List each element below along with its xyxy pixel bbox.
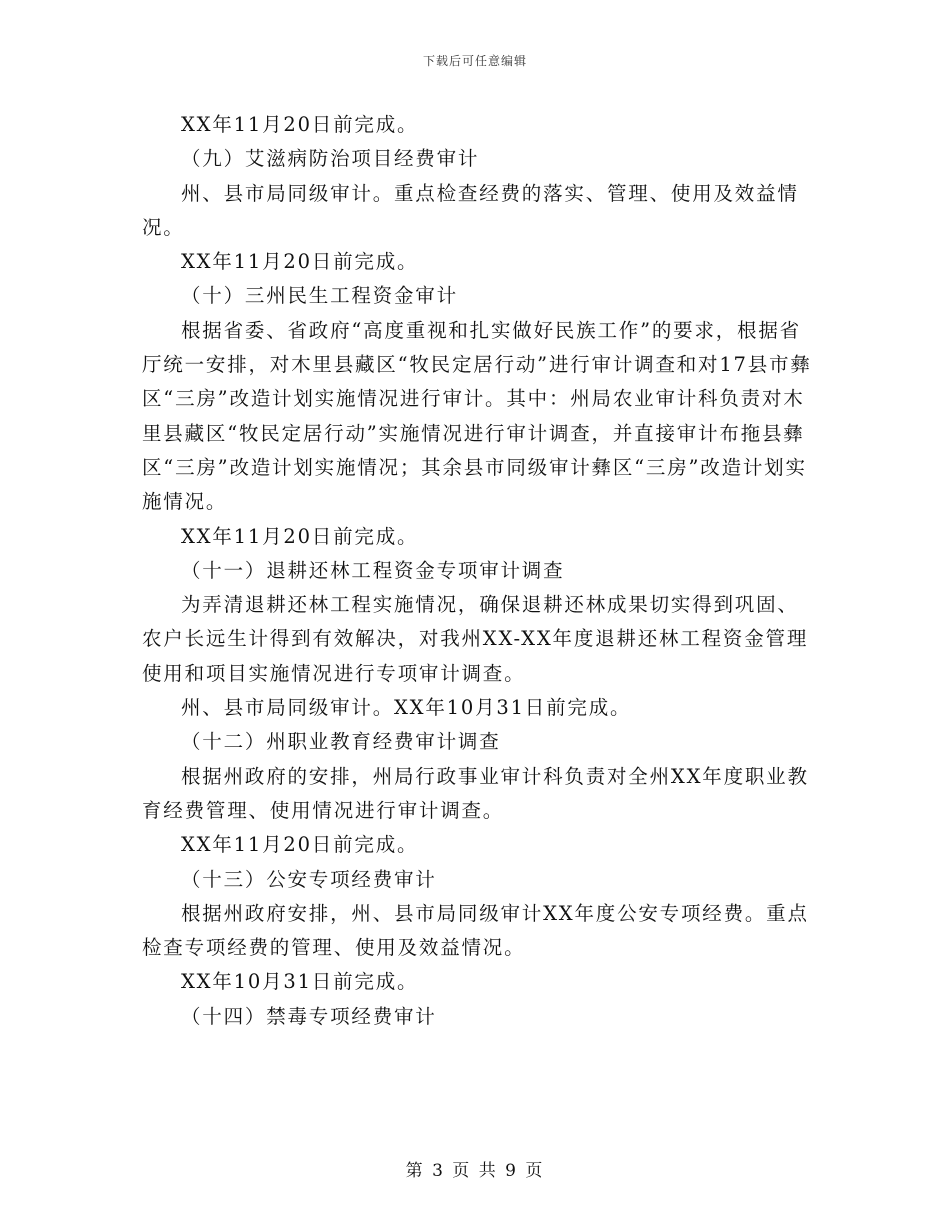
- page-header-note: 下载后可任意编辑: [422, 54, 527, 68]
- document-body: [142, 108, 812, 1034]
- section-heading-11: （十一）退耕还林工程资金专项审计调查: [181, 558, 565, 582]
- paragraph-10: 州、县市局同级审计。XX年10月31日前完成。: [181, 696, 632, 720]
- paragraph-7: XX年11月20日前完成。: [181, 524, 419, 548]
- paragraph-6: 根据省委、省政府“高度重视和扎实做好民族工作”的要求，根据省厅统一安排，对木里县藏区“牧民定居行动”进行审计调查和对17县市彝区“三房”改造计划实施情况进行审计。其中：州局农业审计科负责对木里县藏区“牧民定居行动”实施情况进行审计调查，并直接审计布拖县彝区“三房”改造计划实施情况；其余县市同级审计彝区“三房”改造计划实施情况。: [142, 318, 812, 514]
- paragraph-3: 州、县市局同级审计。重点检查经费的落实、管理、使用及效益情况。: [142, 181, 799, 239]
- paragraph-16: XX年10月31日前完成。: [181, 970, 419, 994]
- section-heading-13: （十三）公安专项经费审计: [181, 867, 437, 891]
- section-heading-10: （十）三州民生工程资金审计: [181, 284, 458, 308]
- paragraph-15: 根据州政府安排，州、县市局同级审计XX年度公安专项经费。重点检查专项经费的管理、使用及效益情况。: [142, 901, 809, 960]
- paragraph-13: XX年11月20日前完成。: [181, 833, 419, 857]
- section-heading-12: （十二）州职业教育经费审计调查: [181, 730, 501, 754]
- paragraph-4: XX年11月20日前完成。: [181, 250, 419, 274]
- paragraph-9: 为弄清退耕还林工程实施情况，确保退耕还林成果切实得到巩固、农户长远生计得到有效解决，对我州XX-XX年度退耕还林工程资金管理使用和项目实施情况进行专项审计调查。: [142, 593, 809, 685]
- section-heading-14: （十四）禁毒专项经费审计: [181, 1004, 437, 1028]
- page-number-footer: 第 3 页 共 9 页: [405, 1161, 545, 1181]
- paragraph-1: XX年11月20日前完成。: [181, 113, 419, 136]
- section-heading-9: （九）艾滋病防治项目经费审计: [181, 147, 480, 171]
- paragraph-12: 根据州政府的安排，州局行政事业审计科负责对全州XX年度职业教育经费管理、使用情况进行审计调查。: [142, 764, 809, 822]
